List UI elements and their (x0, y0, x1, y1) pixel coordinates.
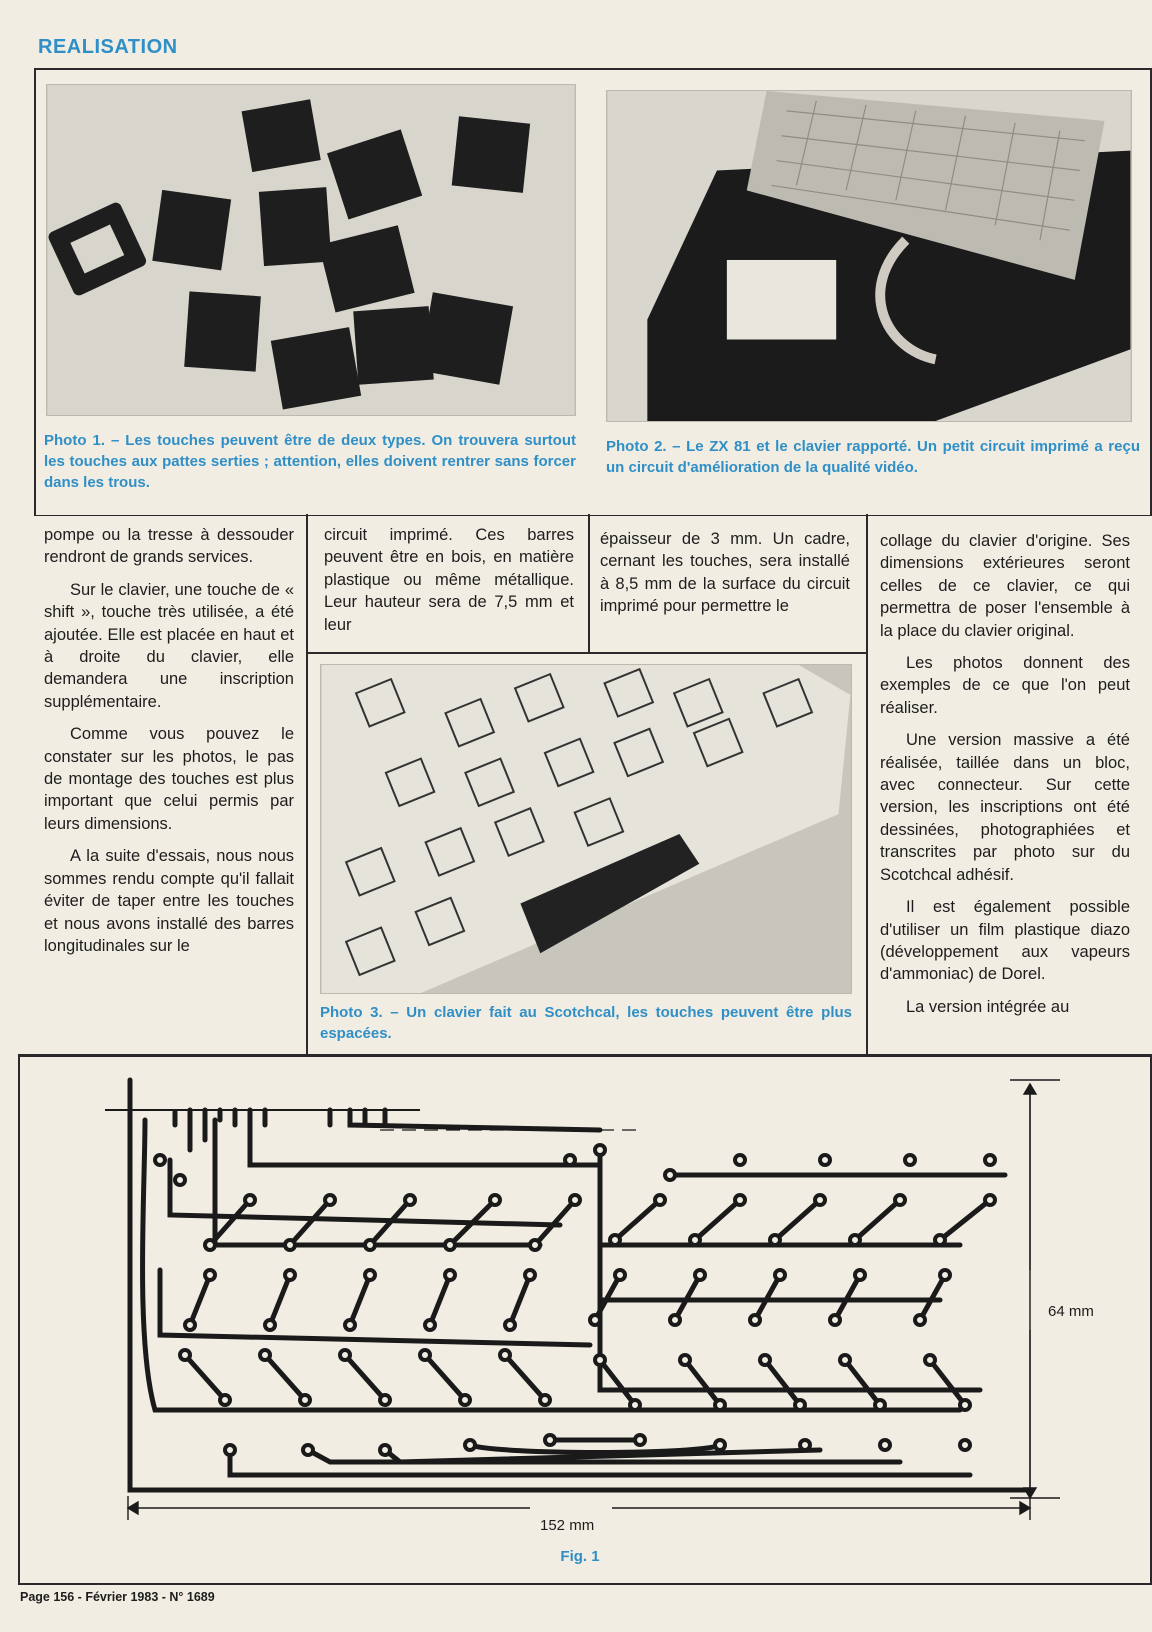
paragraph: A la suite d'essais, nous nous sommes rendu compte qu'il fallait éviter de taper entre les touches et nous avons installé des barres longitudinales sur le (44, 847, 294, 955)
photo-3-scotchcal-keyboard (320, 664, 852, 994)
paragraph: Une version massive a été réalisée, taillée dans un bloc, avec connecteur. Sur cette version, les inscriptions ont été dessinées, photographiées et transcrites par photo sur du Scotchcal adhésif. (880, 731, 1130, 884)
page-footer: Page 156 - Février 1983 - N° 1689 (20, 1590, 215, 1604)
height-dimension: 64 mm (1044, 1303, 1098, 1320)
photo-3-caption: Photo 3. – Un clavier fait au Scotchcal, les touches peuvent être plus espacées. (320, 1004, 852, 1042)
paragraph: Il est également possible d'utiliser un film plastique diazo (développement aux vapeurs d'ammoniac) de Dorel. (880, 898, 1130, 984)
paragraph: collage du clavier d'origine. Ses dimensions extérieures seront celles de ce clavier, ce qui permettra de poser l'ensemble à la place du clavier original. (880, 532, 1130, 640)
photo-2-zx81-keyboard (606, 90, 1132, 422)
column-divider (306, 514, 308, 1054)
paragraph: Sur le clavier, une touche de « shift », touche très utilisée, a été ajoutée. Elle est placée en haut et à droite du clavier, elle demandera une inscription supplémentaire. (44, 580, 294, 711)
column-divider (588, 514, 590, 652)
paragraph: Comme vous pouvez le constater sur les photos, le pas de montage des touches est plus important que celui permis par leurs dimensions. (44, 725, 294, 833)
photo-2-caption: Photo 2. – Le ZX 81 et le clavier rapporté. Un petit circuit imprimé a reçu un circuit d'amélioration de la qualité vidéo. (606, 438, 1140, 476)
photo-3-top-rule (306, 652, 866, 654)
paragraph: pompe ou la tresse à dessouder rendront de grands services. (44, 526, 294, 567)
text-column-1 (44, 524, 294, 967)
paragraph: Les photos donnent des exemples de ce que l'on peut réaliser. (880, 654, 1130, 717)
width-dimension: 152 mm (536, 1517, 598, 1534)
photo-1-key-switches (46, 84, 576, 416)
photo-1-caption: Photo 1. – Les touches peuvent être de deux types. On trouvera surtout les touches aux pattes serties ; attention, elles doivent rentrer sans forcer dans les trous. (44, 432, 576, 491)
paragraph: épaisseur de 3 mm. Un cadre, cernant les touches, sera installé à 8,5 mm de la surface du circuit imprimé pour permettre le (600, 530, 850, 616)
text-column-2 (324, 524, 574, 646)
text-column-3 (600, 528, 850, 628)
figure-label: Fig. 1 (560, 1548, 600, 1565)
figure-1-pcb-layout (0, 1060, 1152, 1540)
column-divider (866, 514, 868, 1054)
text-column-4 (880, 530, 1130, 1028)
section-label: REALISATION (38, 36, 178, 58)
paragraph: La version intégrée au (906, 997, 1070, 1016)
paragraph: circuit imprimé. Ces barres peuvent être en bois, en matière plastique ou même métallique. Leur hauteur sera de 7,5 mm et leur (324, 526, 574, 634)
